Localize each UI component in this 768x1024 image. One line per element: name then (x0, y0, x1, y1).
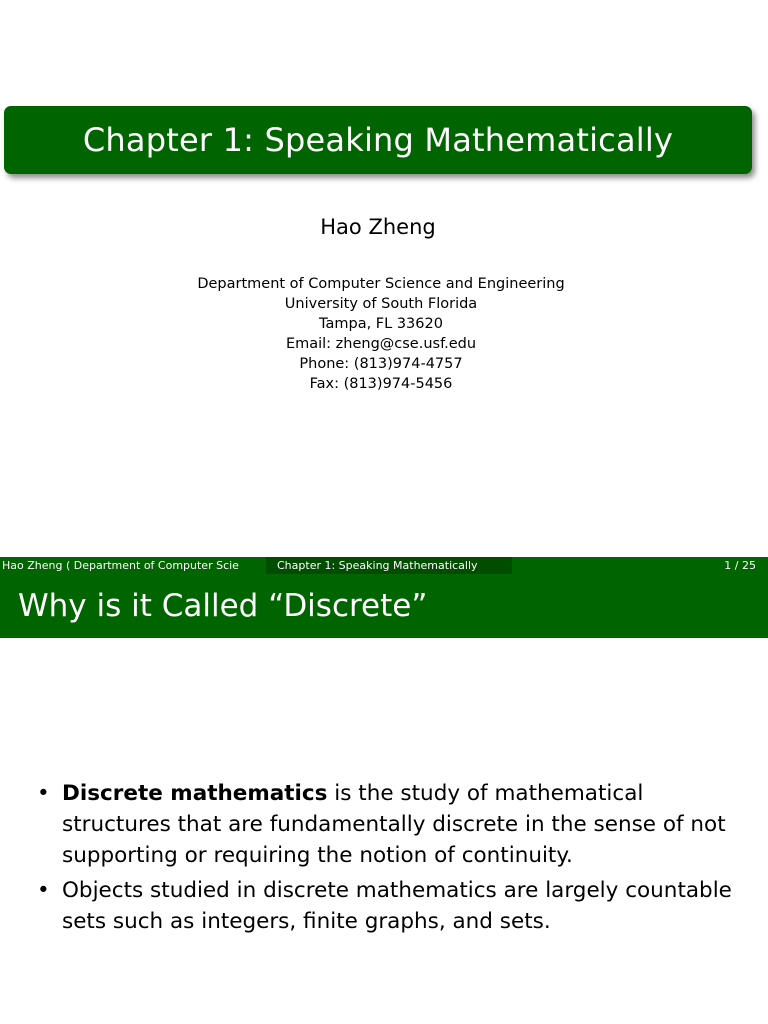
frame-title-bar (0, 574, 768, 638)
affiliation-phone: Phone: (813)974-4757 (299, 356, 463, 372)
affiliation-university: University of South Florida (284, 296, 478, 312)
author-affiliation (0, 274, 762, 394)
affiliation-address: Tampa, FL 33620 (319, 316, 443, 332)
frame-title: Why is it Called “Discrete” (18, 588, 428, 624)
author-name: Hao Zheng (320, 215, 436, 239)
bullet-icon: • (37, 878, 50, 903)
bullet-list (0, 778, 768, 941)
list-item (0, 778, 768, 871)
slide-title: Chapter 1: Speaking Mathematically (82, 121, 674, 159)
bullet-bold-term: Discrete mathematics (62, 781, 328, 806)
affiliation-email: Email: zheng@cse.usf.edu (285, 336, 477, 352)
slide-footer (0, 557, 768, 574)
affiliation-fax: Fax: (813)974-5456 (309, 376, 453, 392)
footer-author: Hao Zheng ( Department of Computer Scie (2, 559, 239, 572)
bullet-icon: • (37, 781, 50, 806)
footer-title: Chapter 1: Speaking Mathematically (266, 557, 512, 574)
footer-page-number: 1 / 25 (724, 559, 756, 572)
list-item (0, 875, 768, 937)
bullet-text: is the study of mathematical structures that are fundamentally discrete in the sense of not supporting or requiring the notion of continuity. (62, 781, 726, 868)
affiliation-department: Department of Computer Science and Engineering (197, 276, 565, 292)
bullet-text: Objects studied in discrete mathematics are largely countable sets such as integers, finite graphs, and sets. (62, 878, 732, 934)
title-banner (4, 106, 752, 174)
